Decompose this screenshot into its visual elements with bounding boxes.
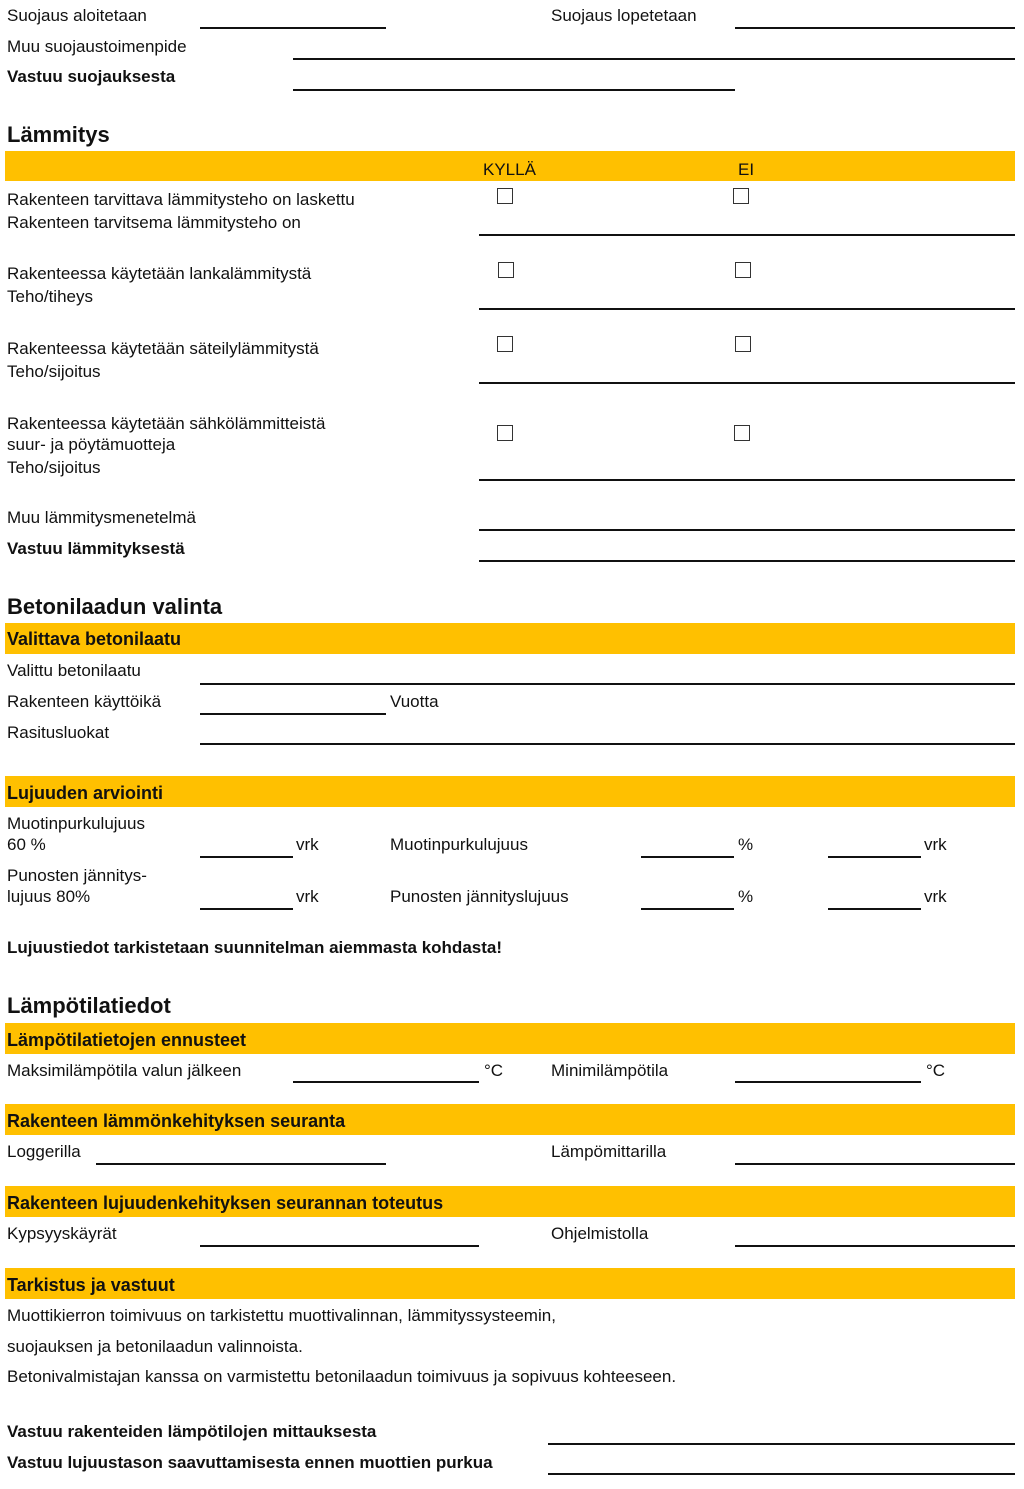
temperature-measurement-responsible-label: Vastuu rakenteiden lämpötilojen mittauksesta xyxy=(7,1422,377,1441)
strength-r1-unit2: vrk xyxy=(924,835,947,854)
software-label: Ohjelmistolla xyxy=(551,1224,649,1243)
heating-row3-b: Teho/sijoitus xyxy=(7,362,101,381)
heating-other-label: Muu lämmitysmenetelmä xyxy=(7,508,196,527)
concrete-title: Betonilaadun valinta xyxy=(7,594,223,619)
strength-r2-pct-field[interactable] xyxy=(641,908,734,910)
strength-bar-label: Lujuuden arviointi xyxy=(7,783,163,803)
row4-value-field[interactable] xyxy=(479,479,1015,481)
temperature-bar2 xyxy=(5,1104,1015,1135)
heating-row3-a: Rakenteessa käytetään säteilylämmitystä xyxy=(7,339,319,358)
temperature-bar2-label: Rakenteen lämmönkehityksen seuranta xyxy=(7,1111,346,1131)
strength-r2-a: Punosten jännitys- xyxy=(7,866,147,885)
strength-r1-mid: Muotinpurkulujuus xyxy=(390,835,528,854)
protection-start-field[interactable] xyxy=(200,27,386,29)
heating-responsible-field[interactable] xyxy=(479,560,1015,562)
strength-r2-days2-field[interactable] xyxy=(828,908,921,910)
temperature-bar3-label: Rakenteen lujuudenkehityksen seurannan toteutus xyxy=(7,1193,444,1213)
check-paragraph-3: Betonivalmistajan kanssa on varmistettu betonilaadun toimivuus ja sopivuus kohteeseen. xyxy=(7,1367,677,1386)
row3-value-field[interactable] xyxy=(479,382,1015,384)
strength-note: Lujuustiedot tarkistetaan suunnitelman aiemmasta kohdasta! xyxy=(7,938,503,957)
heating-responsible-label: Vastuu lämmityksestä xyxy=(7,539,185,558)
heating-row4-c: Teho/sijoitus xyxy=(7,458,101,477)
heating-header-bar xyxy=(5,151,1015,181)
protection-responsible-field[interactable] xyxy=(293,89,735,91)
row1-yes-checkbox[interactable] xyxy=(497,188,513,204)
heating-row1-a: Rakenteen tarvittava lämmitysteho on laskettu xyxy=(7,190,355,209)
strength-r2-b: lujuus 80% xyxy=(7,887,91,906)
strength-r2-unit1: vrk xyxy=(296,887,319,906)
protection-end-label: Suojaus lopetetaan xyxy=(551,6,697,25)
heating-row1-b: Rakenteen tarvitsema lämmitysteho on xyxy=(7,213,301,232)
strength-r1-pct-field[interactable] xyxy=(641,856,734,858)
temperature-bar1-label: Lämpötilatietojen ennusteet xyxy=(7,1030,247,1050)
temperature-measurement-responsible-field[interactable] xyxy=(548,1443,1015,1445)
col-no-label: EI xyxy=(738,160,755,179)
check-paragraph-2: suojauksen ja betonilaadun valinnoista. xyxy=(7,1337,303,1356)
service-life-field[interactable] xyxy=(200,713,386,715)
min-temp-label: Minimilämpötila xyxy=(551,1061,669,1080)
concrete-selected-field[interactable] xyxy=(200,683,1015,685)
temperature-title: Lämpötilatiedot xyxy=(7,993,171,1018)
heating-row4-a: Rakenteessa käytetään sähkölämmitteistä xyxy=(7,414,326,433)
heating-other-field[interactable] xyxy=(479,529,1015,531)
logger-label: Loggerilla xyxy=(7,1142,81,1161)
row3-no-checkbox[interactable] xyxy=(735,336,751,352)
row1-no-checkbox[interactable] xyxy=(733,188,749,204)
strength-r1-days2-field[interactable] xyxy=(828,856,921,858)
thermometer-field[interactable] xyxy=(735,1163,1015,1165)
maturity-field[interactable] xyxy=(200,1245,479,1247)
exposure-field[interactable] xyxy=(200,743,1015,745)
strength-r2-unit2: vrk xyxy=(924,887,947,906)
heating-title: Lämmitys xyxy=(7,122,110,147)
strength-r2-mid: Punosten jännityslujuus xyxy=(390,887,569,906)
min-temp-field[interactable] xyxy=(735,1081,921,1083)
strength-r2-pct: % xyxy=(738,887,754,906)
strength-level-responsible-label: Vastuu lujuustason saavuttamisesta ennen muottien purkua xyxy=(7,1453,493,1472)
max-temp-label: Maksimilämpötila valun jälkeen xyxy=(7,1061,242,1080)
exposure-label: Rasitusluokat xyxy=(7,723,110,742)
temperature-bar3 xyxy=(5,1186,1015,1217)
strength-r1-days-field[interactable] xyxy=(200,856,293,858)
strength-r2-days-field[interactable] xyxy=(200,908,293,910)
check-bar xyxy=(5,1268,1015,1299)
row2-no-checkbox[interactable] xyxy=(735,262,751,278)
row2-value-field[interactable] xyxy=(479,308,1015,310)
concrete-bar-label: Valittava betonilaatu xyxy=(7,629,182,649)
row1-value-field[interactable] xyxy=(479,234,1015,236)
strength-bar xyxy=(5,776,1015,807)
logger-field[interactable] xyxy=(96,1163,386,1165)
protection-other-field[interactable] xyxy=(293,58,1015,60)
protection-other-label: Muu suojaustoimenpide xyxy=(7,37,187,56)
protection-end-field[interactable] xyxy=(735,27,1015,29)
check-bar-label: Tarkistus ja vastuut xyxy=(7,1275,175,1295)
software-field[interactable] xyxy=(735,1245,1015,1247)
row4-no-checkbox[interactable] xyxy=(734,425,750,441)
strength-r1-pct: % xyxy=(738,835,754,854)
protection-responsible-label: Vastuu suojauksesta xyxy=(7,67,176,86)
maturity-label: Kypsyyskäyrät xyxy=(7,1224,117,1243)
max-temp-unit: °C xyxy=(484,1061,504,1080)
concrete-bar xyxy=(5,623,1015,654)
years-unit: Vuotta xyxy=(390,692,439,711)
strength-level-responsible-field[interactable] xyxy=(548,1473,1015,1475)
protection-start-label: Suojaus aloitetaan xyxy=(7,6,147,25)
col-yes-label: KYLLÄ xyxy=(483,160,536,179)
min-temp-unit: °C xyxy=(926,1061,946,1080)
row4-yes-checkbox[interactable] xyxy=(497,425,513,441)
heating-row2-b: Teho/tiheys xyxy=(7,287,93,306)
heating-row4-b: suur- ja pöytämuotteja xyxy=(7,435,176,454)
concrete-selected-label: Valittu betonilaatu xyxy=(7,661,141,680)
thermometer-label: Lämpömittarilla xyxy=(551,1142,667,1161)
strength-r1-b: 60 % xyxy=(7,835,46,854)
strength-r1-a: Muotinpurkulujuus xyxy=(7,814,145,833)
strength-r1-unit1: vrk xyxy=(296,835,319,854)
row3-yes-checkbox[interactable] xyxy=(497,336,513,352)
temperature-bar1 xyxy=(5,1023,1015,1054)
heating-row2-a: Rakenteessa käytetään lankalämmitystä xyxy=(7,264,312,283)
max-temp-field[interactable] xyxy=(293,1081,479,1083)
check-paragraph-1: Muottikierron toimivuus on tarkistettu muottivalinnan, lämmityssysteemin, xyxy=(7,1306,556,1325)
row2-yes-checkbox[interactable] xyxy=(498,262,514,278)
service-life-label: Rakenteen käyttöikä xyxy=(7,692,162,711)
